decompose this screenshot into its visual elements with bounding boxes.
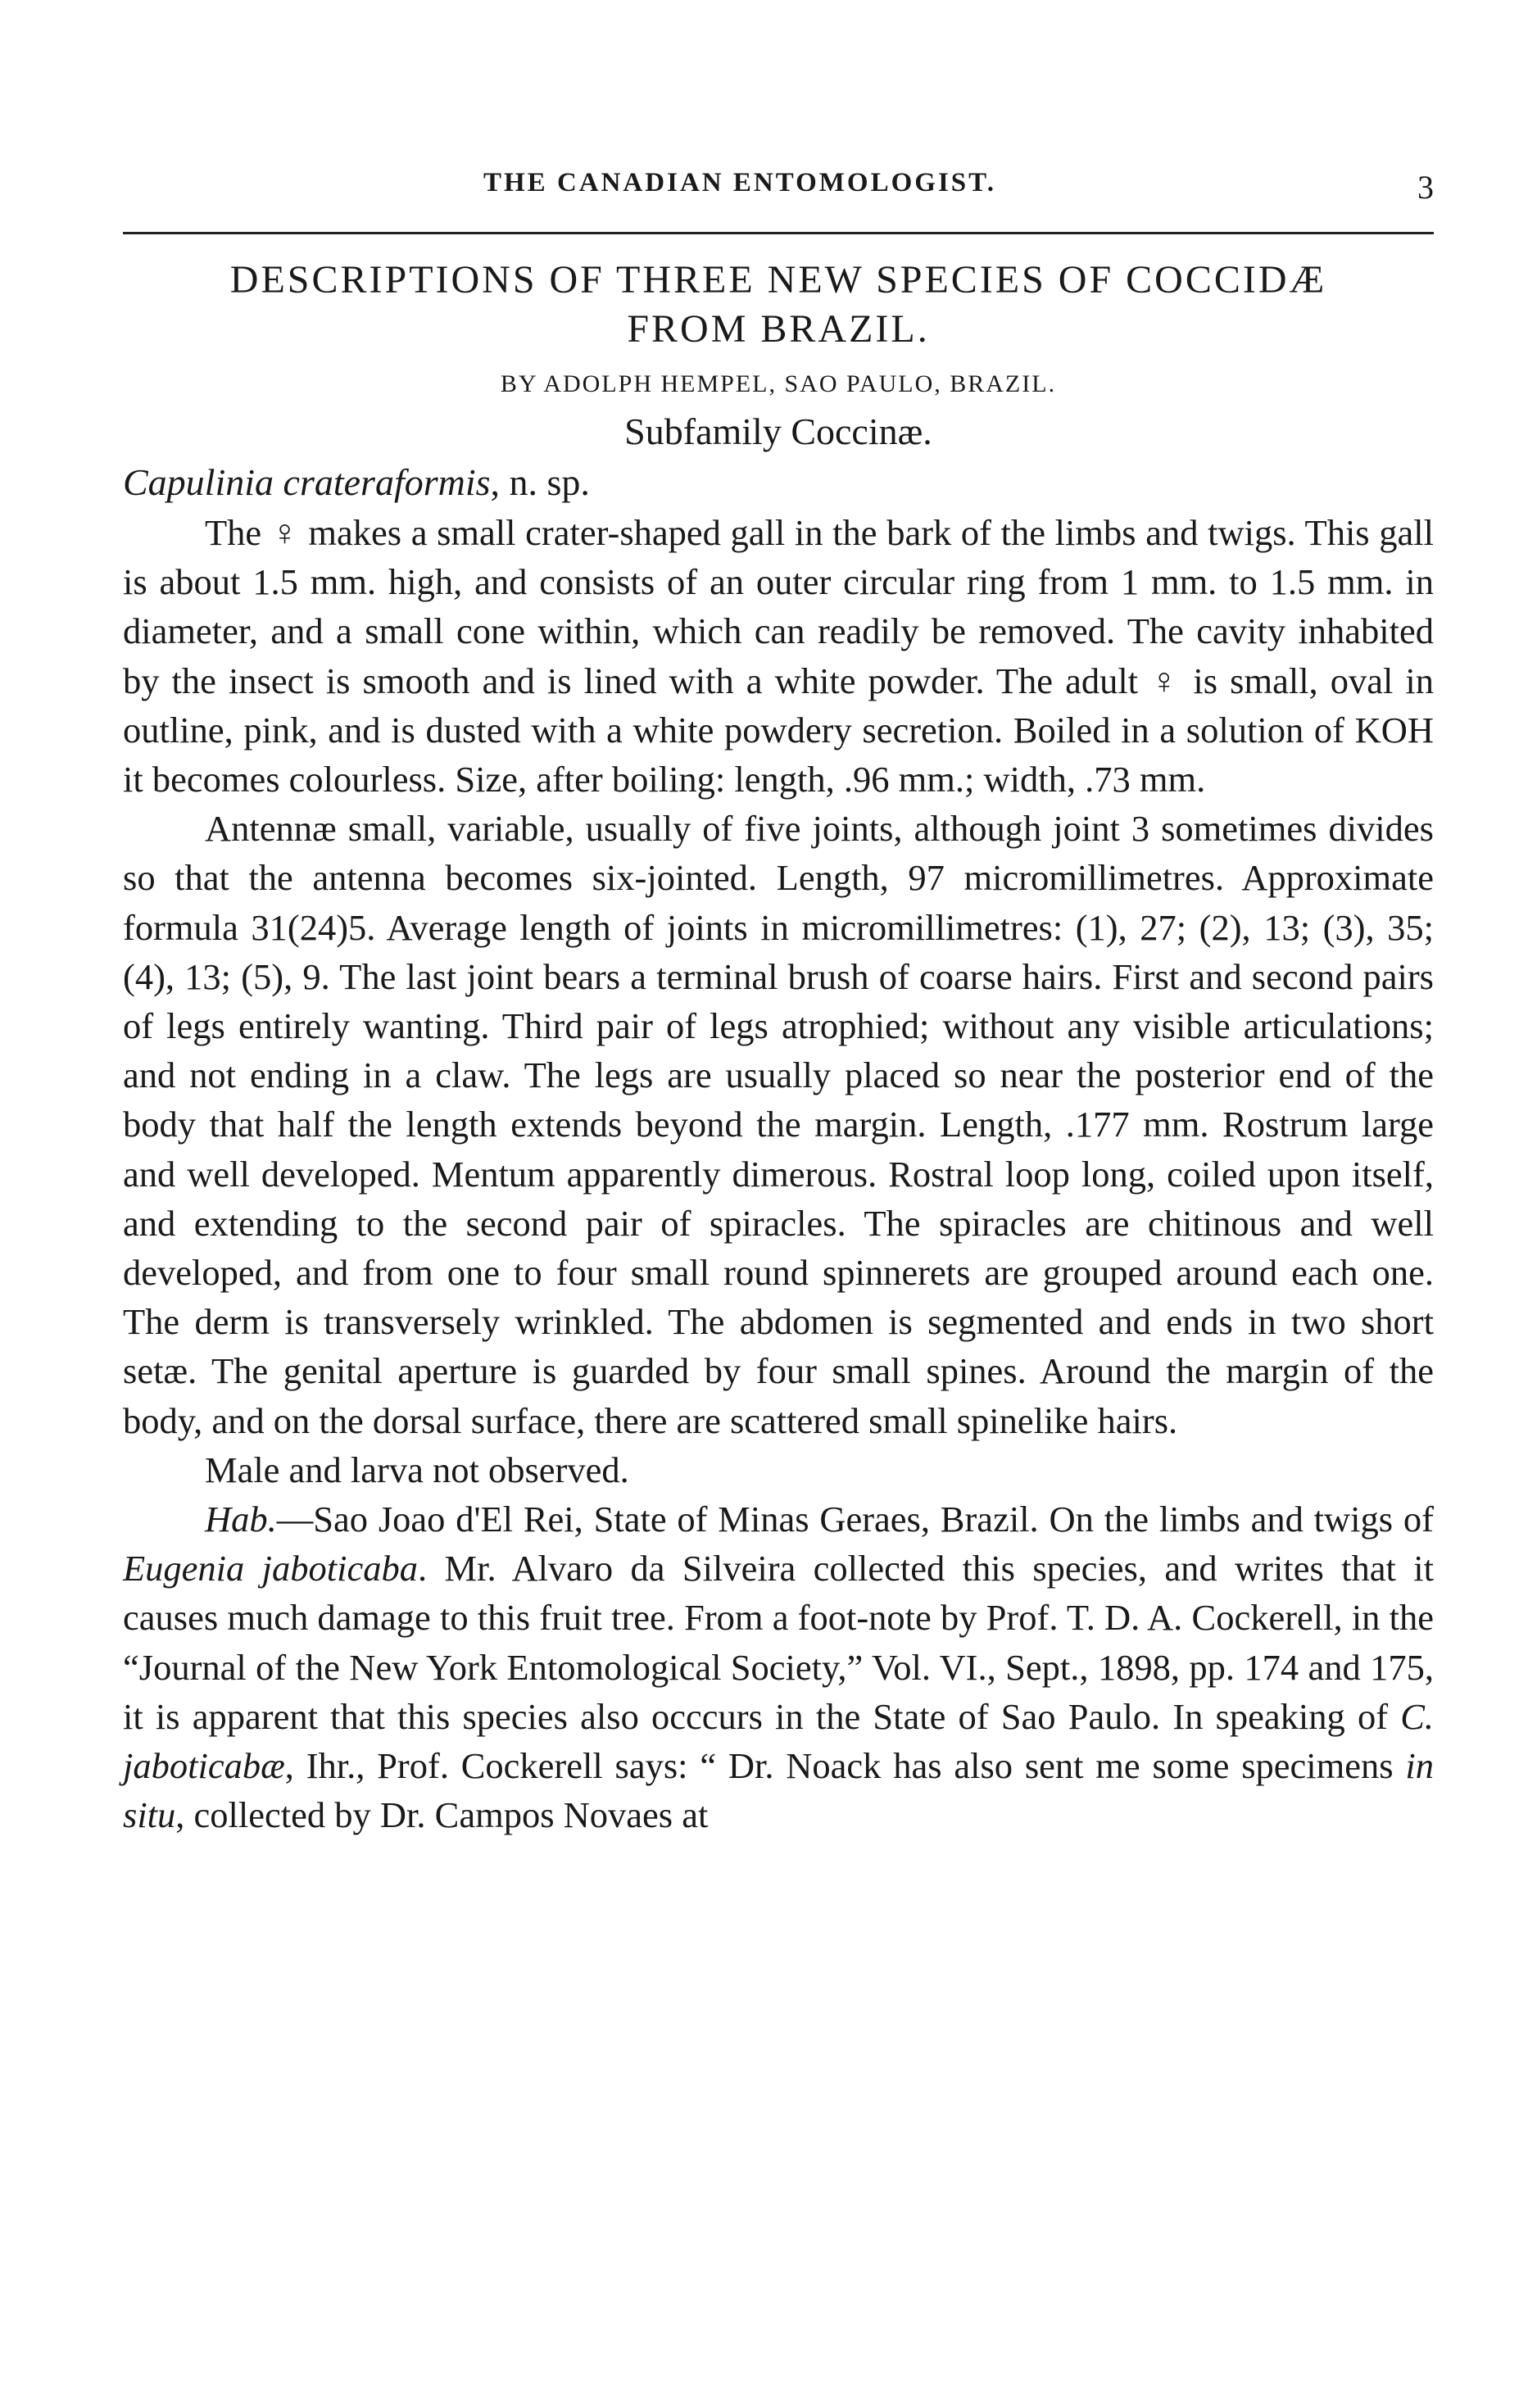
description-paragraph-1: The ♀ makes a small crater-shaped gall in the bark of the limbs and twigs. This gall is about 1.5 mm. high, and consists of an outer circular ring from 1 mm. to 1.5 mm. in diameter, and a small cone within, which can readily be removed. The cavity inhabited by the insect is smooth and is lined with a white powder. The adult ♀ is small, oval in outline, pink, and is dusted with a white powdery secretion. Boiled in a solution of KOH it becomes colourless. Size, after boiling: length, .96 mm.; width, .73 mm.	[123, 512, 1434, 800]
hab-text-c: , Ihr., Prof. Cockerell says: “ Dr. Noack has also sent me some specimens	[284, 1745, 1406, 1787]
host-plant-name: Eugenia jaboticaba	[123, 1548, 419, 1589]
hab-text-b: . Mr. Alvaro da Silveira collected this species, and writes that it causes much damage to this fruit tree. From a foot-note by Prof. T. D. A. Cockerell, in the “Journal of the New York Entomological Society,” Vol. VI., Sept., 1898, pp. 174 and 175, it is apparent that this species also occcurs in the State of Sao Paulo. In speaking of	[123, 1548, 1434, 1737]
hab-text-a: —Sao Joao d'El Rei, State of Minas Geraes, Brazil. On the limbs and twigs of	[276, 1499, 1434, 1540]
hab-label: Hab.	[205, 1499, 277, 1540]
species-heading	[123, 457, 1434, 508]
article-byline: BY ADOLPH HEMPEL, SAO PAULO, BRAZIL.	[500, 370, 1057, 397]
journal-page	[123, 168, 1434, 1839]
description-paragraph-3: Male and larva not observed.	[205, 1449, 629, 1490]
article-title-line1: DESCRIPTIONS OF THREE NEW SPECIES OF COCCIDÆ	[229, 258, 1327, 302]
article-title-line2: FROM BRAZIL.	[627, 307, 930, 351]
journal-title: THE CANADIAN ENTOMOLOGIST.	[483, 168, 996, 197]
hab-text-d: , collected by Dr. Campos Novaes at	[175, 1794, 709, 1836]
description-paragraph-2: Antennæ small, variable, usually of five joints, although joint 3 sometimes divides so that the antenna becomes six-jointed. Length, 97 micromillimetres. Approximate formula 31(24)5. Average length of joints in micromillimetres: (1), 27; (2), 13; (3), 35; (4), 13; (5), 9. The last joint bears a terminal brush of coarse hairs. First and second pairs of legs entirely wanting. Third pair of legs atrophied; without any visible articulations; and not ending in a claw. The legs are usually placed so near the posterior end of the body that half the length extends beyond the margin. Length, .177 mm. Rostrum large and well developed. Mentum apparently dimerous. Rostral loop long, coiled upon itself, and extending to the second pair of spiracles. The spiracles are chitinous and well developed, and from one to four small round spinnerets are grouped around each one. The derm is transversely wrinkled. The abdomen is segmented and ends in two short setæ. The genital aperture is guarded by four small spines. Around the margin of the body, and on the dorsal surface, there are scattered small spinelike hairs.	[123, 808, 1434, 1441]
habitat-paragraph	[123, 1494, 1434, 1839]
species-suffix: , n. sp.	[490, 461, 590, 503]
in-situ-term: in situ	[123, 1745, 1434, 1836]
page-number: 3	[1417, 169, 1434, 206]
related-species-name: C. jaboticabæ	[123, 1695, 1434, 1787]
subfamily-heading: Subfamily Coccinæ.	[624, 410, 932, 452]
running-head	[123, 168, 1434, 217]
header-rule	[123, 232, 1434, 234]
species-name: Capulinia crateraformis	[123, 461, 491, 503]
